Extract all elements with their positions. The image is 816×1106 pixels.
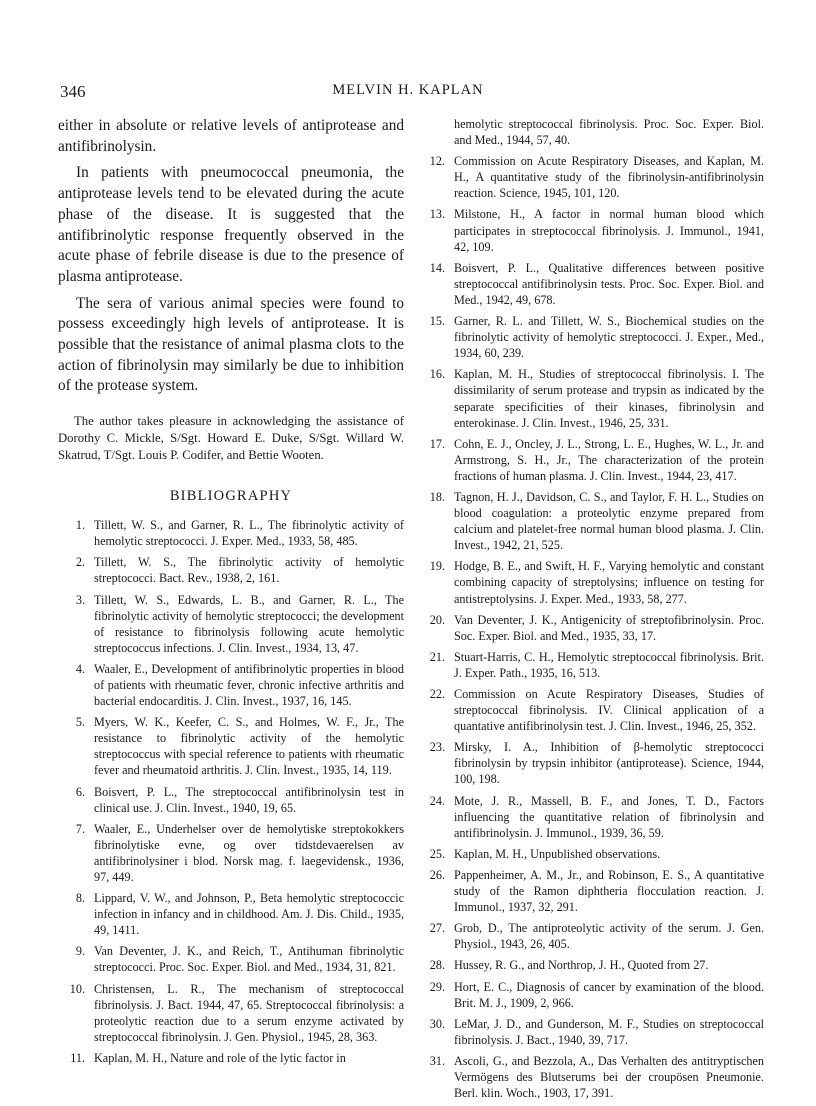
reference-text: Hodge, B. E., and Swift, H. F., Varying hemolytic and constant combining capacity of streptolysins; influence on testing for antistreptolysins. J. Exper. Med., 1933, 58, 277. bbox=[454, 559, 764, 606]
reference-item bbox=[58, 821, 404, 885]
reference-number: 28. bbox=[429, 958, 445, 973]
reference-text: Lippard, V. W., and Johnson, P., Beta hemolytic streptococcic infection in infancy and in childhood. Am. J. Dis. Child., 1935, 49, 1411. bbox=[94, 891, 404, 938]
reference-number: 21. bbox=[429, 649, 445, 664]
right-column bbox=[418, 116, 764, 1106]
reference-text: Waaler, E., Development of antifibrinolytic properties in blood of patients with rheumatic fever, chronic infective arthritis and bacterial endocarditis. J. Clin. Invest., 1937, 16, 145. bbox=[94, 661, 404, 709]
reference-number: 22. bbox=[429, 687, 445, 701]
body-paragraph: The sera of various animal species were found to possess exceedingly high levels of antiprotease. It is possible that the resistance of animal plasma clots to the action of fibrinolysin may similarly be due to inhibition of the protease system. bbox=[58, 294, 404, 395]
reference-item bbox=[418, 979, 764, 1011]
reference-text: Boisvert, P. L., Qualitative differences between positive streptococcal antifibrinolysin tests. Proc. Soc. Exper. Biol. and Med., 1942, 49, 678. bbox=[454, 260, 764, 307]
running-head: MELVIN H. KAPLAN bbox=[332, 82, 484, 98]
reference-text: Boisvert, P. L., The streptococcal antifibrinolysin test in clinical use. J. Clin. Invest., 1940, 19, 65. bbox=[94, 784, 404, 815]
reference-item bbox=[418, 920, 764, 952]
reference-item bbox=[418, 739, 764, 787]
reference-item bbox=[418, 793, 764, 841]
reference-item bbox=[58, 554, 404, 586]
reference-item bbox=[418, 313, 764, 361]
reference-item bbox=[418, 612, 764, 644]
reference-number: 17. bbox=[429, 436, 445, 451]
reference-item bbox=[58, 661, 404, 709]
reference-text: Christensen, L. R., The mechanism of streptococcal fibrinolysis. J. Bact. 1944, 47, 65. Streptococcal fibrinolysis: a proteolytic reaction due to a serum enzyme activated by streptococcal fibrinolysin. J. Gen. Physiol., 1945, 28, 363. bbox=[94, 981, 404, 1044]
reference-text: Commission on Acute Respiratory Diseases, Studies of streptococcal fibrinolysis. IV. Clinical application of a quantative antifibrinolysin test. J. Clin. Invest., 1946, 25, 352. bbox=[454, 687, 764, 734]
reference-text: Tillett, W. S., and Garner, R. L., The fibrinolytic activity of hemolytic streptococci. J. Exper. Med., 1933, 58, 485. bbox=[94, 518, 404, 549]
reference-text: Mote, J. R., Massell, B. F., and Jones, T. D., Factors influencing the quantitative relation of fibrinolysin and antifibrinolysin. J. Immunol., 1939, 36, 59. bbox=[454, 793, 764, 840]
reference-item bbox=[418, 489, 764, 553]
acknowledgment: The author takes pleasure in acknowledging the assistance of Dorothy C. Mickle, S/Sgt. Howard E. Duke, S/Sgt. Willard W. Skatrud, T/Sgt. Louis P. Codifer, and Bettie Wooten. bbox=[58, 414, 404, 463]
reference-text: Myers, W. K., Keefer, C. S., and Holmes, W. F., Jr., The resistance to fibrinolytic activity of the hemolytic streptococcus with special reference to patients with rheumatic fever and rheumatoid arthritis. J. Clin. Invest., 1935, 14, 119. bbox=[94, 715, 404, 778]
reference-text: Commission on Acute Respiratory Diseases, and Kaplan, M. H., A quantitative study of the fibrinolysin-antifibrinolysin reaction. Science, 1945, 101, 120. bbox=[454, 154, 764, 201]
reference-text: Stuart-Harris, C. H., Hemolytic streptococcal fibrinolysis. Brit. J. Exper. Path., 1935, 16, 513. bbox=[454, 649, 764, 680]
reference-number: 3. bbox=[75, 592, 85, 607]
reference-text: LeMar, J. D., and Gunderson, M. F., Studies on streptococcal fibrinolysis. J. Bact., 1940, 39, 717. bbox=[454, 1016, 764, 1047]
reference-number: 1. bbox=[75, 518, 85, 533]
reference-number: 14. bbox=[429, 260, 445, 275]
reference-text: Kaplan, M. H., Studies of streptococcal fibrinolysis. I. The dissimilarity of serum protease and trypsin as indicated by the separate specificities of their kinases, fibrinolysin and enterokinase. J. Clin. Invest., 1946, 25, 331. bbox=[454, 367, 764, 430]
reference-text: Tillett, W. S., Edwards, L. B., and Garner, R. L., The fibrinolytic activity of hemolytic streptococci; the development of resistance to fibrinolysis following acute hemolytic streptococcus infections. J. Clin. Invest., 1934, 13, 47. bbox=[94, 592, 404, 655]
reference-number: 27. bbox=[429, 921, 445, 936]
reference-text: Milstone, H., A factor in normal human blood which participates in streptococcal fibrinolysis. J. Immunol., 1941, 42, 109. bbox=[454, 207, 764, 254]
reference-number: 20. bbox=[429, 612, 445, 627]
reference-text: Hussey, R. G., and Northrop, J. H., Quoted from 27. bbox=[454, 958, 709, 973]
reference-item bbox=[418, 1016, 764, 1048]
reference-text: Van Deventer, J. K., and Reich, T., Antihuman fibrinolytic streptococci. Proc. Soc. Exper. Biol. and Med., 1934, 31, 821. bbox=[94, 944, 404, 975]
reference-number: 4. bbox=[75, 661, 85, 676]
reference-item bbox=[418, 436, 764, 484]
reference-list bbox=[418, 153, 764, 1101]
reference-continuation bbox=[418, 116, 764, 148]
reference-number: 13. bbox=[429, 207, 445, 222]
reference-item bbox=[418, 867, 764, 915]
reference-number: 30. bbox=[429, 1016, 445, 1031]
reference-text: Grob, D., The antiproteolytic activity of the serum. J. Gen. Physiol., 1943, 26, 405. bbox=[454, 921, 764, 952]
reference-item bbox=[58, 592, 404, 656]
reference-text: Waaler, E., Underhelser over de hemolytiske streptokokkers fibrinolytiske evne, og over tidstdevaerelsen av antifibrinolysiner i blod. Norsk mag. f. laegevidensk., 1936, 97, 449. bbox=[94, 821, 404, 885]
reference-number: 7. bbox=[75, 821, 85, 836]
body-paragraph: In patients with pneumococcal pneumonia, the antiprotease levels tend to be elevated during the acute phase of the disease. It is suggested that the antifibrinolytic response frequently observed in the acute phase of febrile disease is due to the presence of plasma antiprotease. bbox=[58, 164, 404, 285]
reference-number: 11. bbox=[70, 1050, 85, 1065]
reference-number: 18. bbox=[429, 489, 445, 504]
reference-item bbox=[58, 517, 404, 549]
reference-number: 26. bbox=[429, 867, 445, 882]
reference-number: 10. bbox=[69, 981, 85, 996]
reference-number: 9. bbox=[75, 944, 85, 959]
reference-number: 15. bbox=[429, 314, 445, 329]
reference-number: 29. bbox=[429, 979, 445, 994]
reference-number: 31. bbox=[429, 1053, 445, 1068]
reference-item bbox=[58, 890, 404, 938]
reference-text: Pappenheimer, A. M., Jr., and Robinson, E. S., A quantitative study of the Ramon diphtheria flocculation reaction. J. Immunol., 1937, 32, 291. bbox=[454, 867, 764, 915]
reference-item bbox=[418, 558, 764, 606]
reference-number: 19. bbox=[429, 559, 445, 574]
reference-text: Van Deventer, J. K., Antigenicity of streptofibrinolysin. Proc. Soc. Exper. Biol. and Med., 1935, 33, 17. bbox=[454, 612, 764, 643]
reference-list bbox=[58, 517, 404, 1066]
reference-item bbox=[418, 686, 764, 734]
reference-item bbox=[418, 260, 764, 308]
reference-item bbox=[418, 206, 764, 254]
reference-text: Mirsky, I. A., Inhibition of β-hemolytic streptococci fibrinolysin by trypsin inhibitor (antiprotease). Science, 1944, 100, 198. bbox=[454, 740, 764, 787]
bibliography-heading: BIBLIOGRAPHY bbox=[169, 488, 293, 505]
reference-item bbox=[418, 846, 764, 862]
reference-text: hemolytic streptococcal fibrinolysis. Proc. Soc. Exper. Biol. and Med., 1944, 57, 40. bbox=[454, 117, 764, 148]
reference-number: 6. bbox=[75, 784, 85, 799]
reference-item bbox=[58, 981, 404, 1045]
left-column bbox=[58, 116, 404, 1071]
reference-text: Ascoli, G., and Bezzola, A., Das Verhalten des antitryptischen Vermögens des Blutserums bei der croupösen Pneumonie. Berl. klin. Woch., 1903, 17, 391. bbox=[454, 1053, 764, 1101]
page-number: 346 bbox=[60, 82, 86, 101]
reference-text: Hort, E. C., Diagnosis of cancer by examination of the blood. Brit. M. J., 1909, 2, 966. bbox=[454, 979, 764, 1010]
reference-text: Kaplan, M. H., Unpublished observations. bbox=[454, 846, 661, 861]
reference-number: 2. bbox=[75, 555, 85, 570]
reference-number: 8. bbox=[75, 891, 85, 906]
reference-item bbox=[418, 153, 764, 201]
reference-item bbox=[58, 784, 404, 816]
body-paragraph: either in absolute or relative levels of antiprotease and antifibrinolysin. bbox=[58, 117, 404, 155]
reference-text: Tagnon, H. J., Davidson, C. S., and Taylor, F. H. L., Studies on blood coagulation: a proteolytic enzyme prepared from calcium and platelet-free normal human blood plasma. J. Clin. Invest., 1942, 21, 525. bbox=[454, 489, 764, 553]
reference-text: Kaplan, M. H., Nature and role of the lytic factor in bbox=[94, 1050, 346, 1065]
reference-item bbox=[58, 943, 404, 975]
reference-text: Tillett, W. S., The fibrinolytic activity of hemolytic streptococci. Bact. Rev., 1938, 2, 161. bbox=[94, 555, 404, 586]
reference-item bbox=[418, 366, 764, 430]
reference-text: Garner, R. L. and Tillett, W. S., Biochemical studies on the fibrinolytic activity of hemolytic streptococci. J. Exper., Med., 1934, 60, 239. bbox=[454, 314, 764, 361]
reference-number: 5. bbox=[75, 715, 85, 730]
reference-number: 12. bbox=[429, 154, 445, 169]
reference-number: 24. bbox=[429, 793, 445, 808]
reference-item bbox=[58, 714, 404, 778]
reference-item bbox=[418, 957, 764, 973]
reference-item bbox=[418, 1053, 764, 1101]
reference-number: 25. bbox=[429, 846, 445, 861]
reference-item bbox=[418, 649, 764, 681]
reference-number: 23. bbox=[429, 740, 445, 755]
page-header bbox=[60, 82, 756, 106]
reference-text: Cohn, E. J., Oncley, J. L., Strong, L. E., Hughes, W. L., Jr. and Armstrong, S. H., Jr., The characterization of the protein fractions of human plasma. J. Clin. Invest., 1944, 23, 417. bbox=[454, 436, 764, 483]
reference-item bbox=[58, 1050, 404, 1066]
reference-number: 16. bbox=[429, 367, 445, 382]
